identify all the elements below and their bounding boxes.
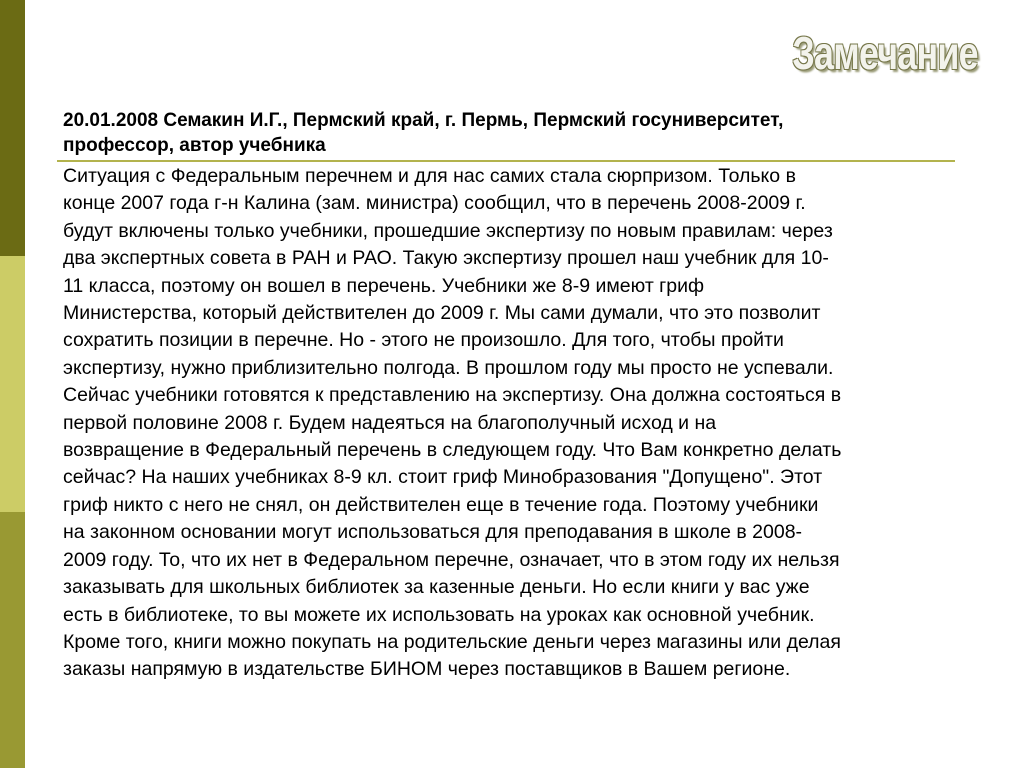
note-body-line: Кроме того, книги можно покупать на родительские деньги через магазины или делая (63, 630, 841, 653)
note-body-line: 11 класса, поэтому он вошел в перечень. Учебники же 8-9 имеют гриф (63, 274, 705, 297)
note-body-line: два экспертных совета в РАН и РАО. Такую экспертизу прошел наш учебник для 10- (63, 247, 829, 270)
note-header-line: 20.01.2008 Семакин И.Г., Пермский край, г. Пермь, Пермский госуниверситет, (63, 110, 784, 131)
note-body-line: экспертизу, нужно приблизительно полгода. В прошлом году мы просто не успевали. (63, 356, 834, 379)
sidebar-decoration (0, 0, 25, 768)
note-body-line: заказывать для школьных библиотек за казенные деньги. Но если книги у вас уже (63, 576, 810, 599)
sidebar-segment-top (0, 0, 25, 256)
note-body-line: на законном основании могут использоваться для преподавания в школе в 2008- (63, 521, 803, 544)
header-divider (57, 160, 955, 162)
sidebar-segment-middle (0, 256, 25, 512)
sidebar-segment-bottom (0, 512, 25, 768)
note-body-line: сохратить позиции в перечне. Но - этого не произошло. Для того, чтобы пройти (63, 329, 784, 352)
note-body-line: Сейчас учебники готовятся к представлению на экспертизу. Она должна состояться в (63, 384, 842, 407)
note-body-line: Ситуация с Федеральным перечнем и для нас самих стала сюрпризом. Только в (63, 165, 796, 187)
note-body-line: конце 2007 года г-н Калина (зам. министра) сообщил, что в перечень 2008-2009 г. (63, 192, 806, 215)
note-body (63, 163, 983, 684)
note-body-line: гриф никто с него не снял, он действителен еще в течение года. Поэтому учебники (63, 493, 819, 516)
note-body-line: возвращение в Федеральный перечень в следующем году. Что Вам конкретно делать (63, 439, 842, 462)
note-body-line: сейчас? На наших учебниках 8-9 кл. стоит гриф Минобразования "Допущено". Этот (63, 466, 823, 489)
note-body-line: Министерства, который действителен до 2009 г. Мы сами думали, что это позволит (63, 302, 821, 325)
slide-title: Замечание (792, 27, 978, 79)
note-header-line: профессор, автор учебника (63, 135, 326, 156)
note-body-line: есть в библиотеке, то вы можете их использовать на уроках как основной учебник. (63, 603, 815, 626)
note-body-line: первой половине 2008 г. Будем надеяться на благополучный исход и на (63, 411, 717, 434)
note-body-line: будут включены только учебники, прошедшие экспертизу по новым правилам: через (63, 219, 833, 242)
note-header (63, 108, 963, 158)
note-body-line: 2009 году. То, что их нет в Федеральном перечне, означает, что в этом году их нельзя (63, 548, 840, 571)
note-body-line: заказы напрямую в издательстве БИНОМ через поставщиков в Вашем регионе. (63, 658, 791, 681)
